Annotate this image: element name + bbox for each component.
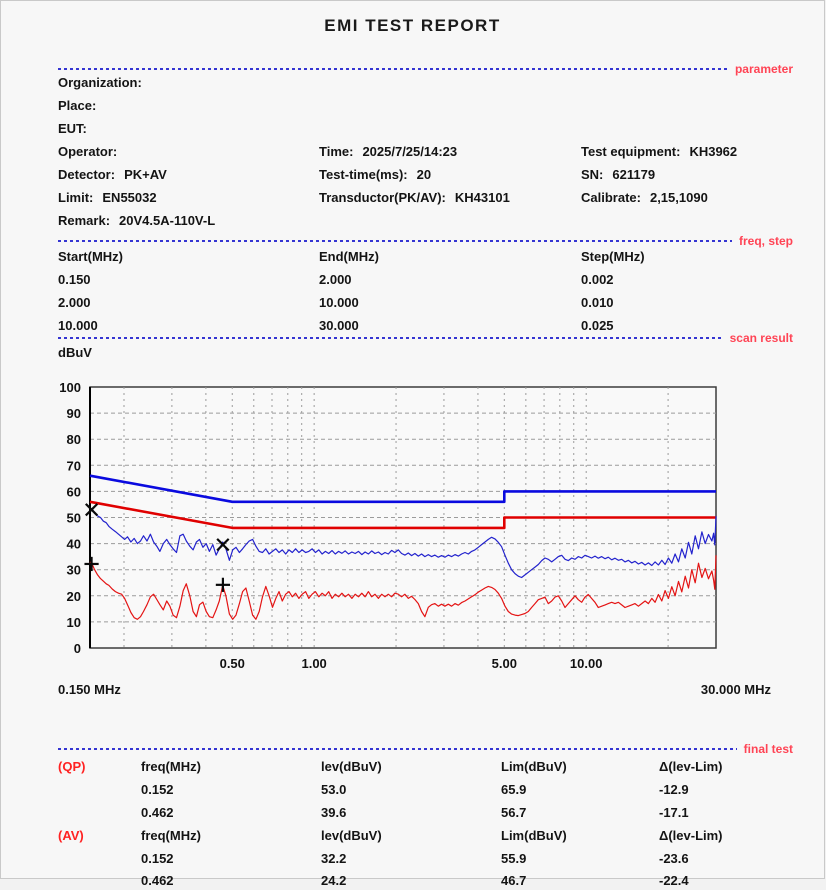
- final-test-row: 0.152 32.2 55.9 -23.6: [141, 851, 689, 866]
- final-test-qp-header: (QP) freq(MHz) lev(dBuV) Lim(dBuV) Δ(lev-Lim): [58, 759, 723, 774]
- field-detector: Detector: PK+AV: [58, 167, 167, 182]
- svg-text:80: 80: [66, 432, 81, 448]
- separator-label: final test: [743, 742, 793, 756]
- field-operator: Operator:: [58, 144, 118, 159]
- svg-text:70: 70: [66, 458, 81, 474]
- svg-text:60: 60: [66, 484, 81, 500]
- field-sn: SN: 621179: [581, 167, 656, 182]
- final-test-av-header: (AV) freq(MHz) lev(dBuV) Lim(dBuV) Δ(lev-Lim): [58, 828, 723, 843]
- freq-table-row: 10.000 30.000 0.025: [58, 318, 614, 333]
- svg-text:10.00: 10.00: [569, 656, 603, 671]
- final-test-row: 0.462 24.2 46.7 -22.4: [141, 873, 689, 888]
- x-start-label: 0.150 MHz: [58, 682, 121, 697]
- svg-text:20: 20: [66, 588, 81, 604]
- field-test-time: Test-time(ms): 20: [319, 167, 432, 182]
- field-limit: Limit: EN55032: [58, 190, 157, 205]
- field-time: Time: 2025/7/25/14:23: [319, 144, 458, 159]
- group-label-qp: (QP): [58, 759, 86, 774]
- col-start-mhz: Start(MHz): [58, 249, 123, 264]
- svg-text:5.00: 5.00: [491, 656, 517, 671]
- separator-label: freq, step: [738, 234, 793, 248]
- svg-text:1.00: 1.00: [301, 656, 327, 671]
- x-tick-labels: [220, 656, 603, 671]
- x-end-label: 30.000 MHz: [700, 682, 771, 697]
- freq-table-row: 2.000 10.000 0.010: [58, 295, 614, 310]
- svg-text:90: 90: [66, 406, 81, 422]
- group-label-av: (AV): [58, 828, 84, 843]
- y-tick-labels: [59, 380, 81, 656]
- emi-scan-chart: [1, 1, 826, 880]
- x-range-labels: [1, 682, 826, 699]
- field-calibrate: Calibrate: 2,15,1090: [581, 190, 708, 205]
- field-transductor: Transductor(PK/AV): KH43101: [319, 190, 510, 205]
- col-end-mhz: End(MHz): [319, 249, 379, 264]
- col-step-mhz: Step(MHz): [581, 249, 645, 264]
- svg-text:100: 100: [59, 380, 81, 395]
- svg-text:0.50: 0.50: [219, 656, 245, 671]
- separator-label: parameter: [734, 62, 793, 76]
- field-test-equipment: Test equipment: KH3962: [581, 144, 738, 159]
- svg-text:50: 50: [66, 510, 81, 526]
- page-title: EMI TEST REPORT: [324, 16, 501, 35]
- svg-text:40: 40: [66, 536, 81, 552]
- svg-text:30: 30: [66, 562, 81, 578]
- final-test-row: 0.152 53.0 65.9 -12.9: [141, 782, 689, 797]
- field-place: Place:: [58, 98, 97, 113]
- separator-label: scan result: [729, 331, 793, 345]
- y-axis-unit-label: dBuV: [58, 345, 92, 360]
- field-eut: EUT:: [58, 121, 87, 136]
- field-remark: Remark: 20V4.5A-110V-L: [58, 213, 216, 228]
- svg-text:0: 0: [73, 641, 81, 656]
- freq-table-row: 0.150 2.000 0.002: [58, 272, 614, 287]
- field-organization: Organization:: [58, 75, 142, 90]
- svg-text:10: 10: [66, 614, 81, 630]
- final-test-row: 0.462 39.6 56.7 -17.1: [141, 805, 689, 820]
